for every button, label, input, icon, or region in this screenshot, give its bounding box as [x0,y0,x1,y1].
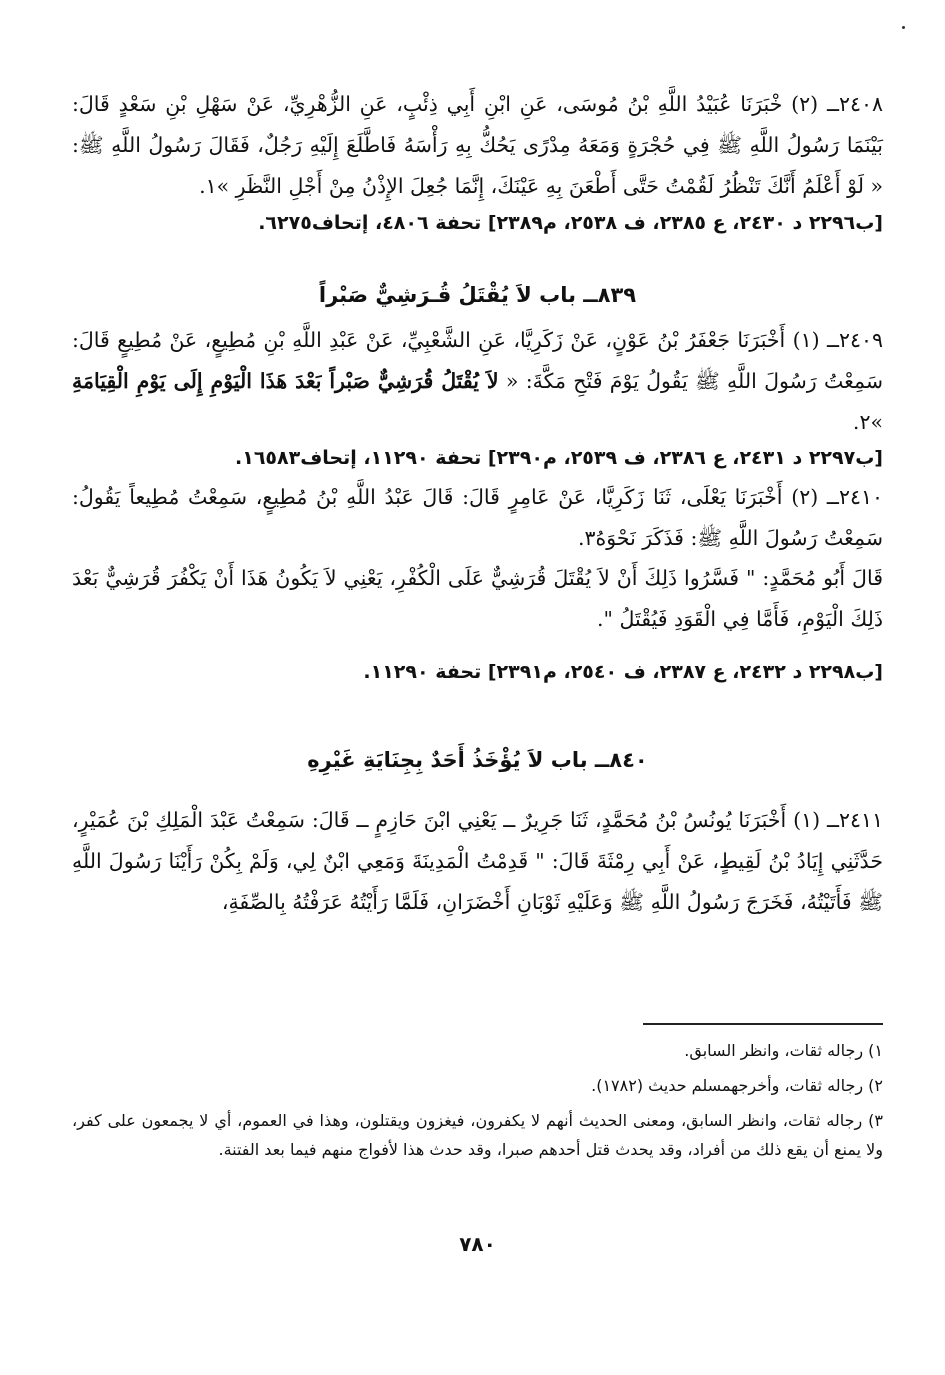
footnote-separator [643,1023,883,1025]
hadith-2409-end: »٢. [852,410,883,434]
page-corner-mark [902,26,905,29]
footnote-2: ٢) رجاله ثقات، وأخرجهمسلم حديث (١٧٨٢). [591,1076,883,1095]
hadith-2409-quote: لاَ يُقْتَلُ قُرَشِيٌّ صَبْراً بَعْدَ هَذَا الْيَوْمِ إِلَى يَوْمِ الْقِيَامَةِ [72,369,499,393]
hadith-2409-text: ٢٤٠٩ــ (١) أَخْبَرَنَا جَعْفَرُ بْنُ عَوْنٍ، عَنْ زَكَرِيَّا، عَنِ الشَّعْبِيِّ، عَنْ عَبْدِ اللَّهِ بْنِ مُطِيعٍ، عَنْ مُطِيعٍ قَالَ: سَمِعْتُ رَسُولَ اللَّهِ ﷺ يَقُولُ يَوْمَ فَتْحِ مَكَّةَ: « [72,328,884,393]
book-page [72,0,883,1375]
chapter-heading-839: ٨٣٩ــ باب لاَ يُقْتَلُ قُـرَشِيٌّ صَبْراً [318,283,637,307]
footnote-1: ١) رجاله ثقات، وانظر السابق. [684,1041,883,1060]
takhrij-2409: [ب٢٢٩٧ د ٢٤٣١، ع ٢٣٨٦، ف ٢٥٣٩، م٢٣٩٠] تحفة ١١٢٩٠، إتحاف١٦٥٨٣. [235,447,883,469]
hadith-2410: ٢٤١٠ــ (٢) أَخْبَرَنَا يَعْلَى، ثَنَا زَكَرِيَّا، عَنْ عَامِرٍ قَالَ: قَالَ عَبْدُ اللَّهِ بْنُ مُطِيعٍ، سَمِعْتُ مُطِيعاً يَقُولُ: سَمِعْتُ رَسُولَ اللَّهِ ﷺ: فَذَكَرَ نَحْوَهُ٣. [72,485,883,550]
chapter-heading-840: ٨٤٠ــ باب لاَ يُؤْخَذُ أَحَدٌ بِجِنَايَةِ غَيْرِهِ [307,748,648,772]
commentary-abu-muhammad: قَالَ أَبُو مُحَمَّدٍ: " فَسَّرُوا ذَلِكَ أَنْ لاَ يُقْتَلَ قُرَشِيٌّ عَلَى الْكُفْرِ، يَعْنِي لاَ يَكُونُ هَذَا أَنْ يَكْفُرَ قُرَشِيٌّ بَعْدَ ذَلِكَ الْيَوْمِ، فَأَمَّا فِي الْقَوَدِ فَيُقْتَلُ ". [72,566,883,631]
hadith-2408: ٢٤٠٨ــ (٢) خْبَرَنَا عُبَيْدُ اللَّهِ بْنُ مُوسَى، عَنِ ابْنِ أَبِي ذِئْبٍ، عَنِ الزُّهْرِيِّ، عَنْ سَهْلِ بْنِ سَعْدٍ قَالَ: بَيْنَمَا رَسُولُ اللَّهِ ﷺ فِي حُجْرَةٍ وَمَعَهُ مِدْرًى يَحُكُّ بِهِ رَأْسَهُ فَاطَّلَعَ إِلَيْهِ رَجُلٌ، فَقَالَ رَسُولُ اللَّهِ ﷺ: « لَوْ أَعْلَمُ أَنَّكَ تَنْظُرُ لَقُمْتُ حَتَّى أَطْعَنَ بِهِ عَيْنَكَ، إِنَّمَا جُعِلَ الإِذْنُ مِنْ أَجْلِ النَّظَرِ »١. [72,92,884,198]
hadith-2409 [72,320,883,443]
footnotes [72,1036,883,1164]
page-number: ٧٨٠ [459,1232,496,1256]
takhrij-2408: [ب٢٢٩٦ د ٢٤٣٠، ع ٢٣٨٥، ف ٢٥٣٨، م٢٣٨٩] تحفة ٤٨٠٦، إتحاف٦٢٧٥. [258,212,883,234]
hadith-2411: ٢٤١١ــ (١) أَخْبَرَنَا يُونُسُ بْنُ مُحَمَّدٍ، ثَنَا جَرِيرٌ ــ يَعْنِي ابْنَ حَازِمٍ ــ قَالَ: سَمِعْتُ عَبْدَ الْمَلِكِ بْنَ عُمَيْرٍ، حَدَّثَنِي إِيَادُ بْنُ لَقِيطٍ، عَنْ أَبِي رِمْثَةَ قَالَ: " قَدِمْتُ الْمَدِينَةَ وَمَعِي ابْنٌ لِي، وَلَمْ بِكُنْ رَأَيْنَا رَسُولَ اللَّهِ ﷺ فَأَتَيْتُهُ، فَخَرَجَ رَسُولُ اللَّهِ ﷺ وَعَلَيْهِ ثَوْبَانِ أَخْضَرَانِ، فَلَمَّا رَأَيْتُهُ عَرَفْتُهُ بِالصِّفَةِ، [72,808,883,914]
takhrij-2410: [ب٢٢٩٨ د ٢٤٣٢، ع ٢٣٨٧، ف ٢٥٤٠، م٢٣٩١] تحفة ١١٢٩٠. [363,661,883,683]
footnote-3: ٣) رجاله ثقات، وانظر السابق، ومعنى الحديث أنهم لا يكفرون، فيغزون ويقتلون، وهذا في العموم، أي لا يجمعون على كفر، ولا يمنع أن يقع ذلك من أفراد، وقد يحدث قتل أحدهم صبرا، وقد حدث هذا لأفواج منهم فيما بعد الفتنة. [72,1111,883,1159]
